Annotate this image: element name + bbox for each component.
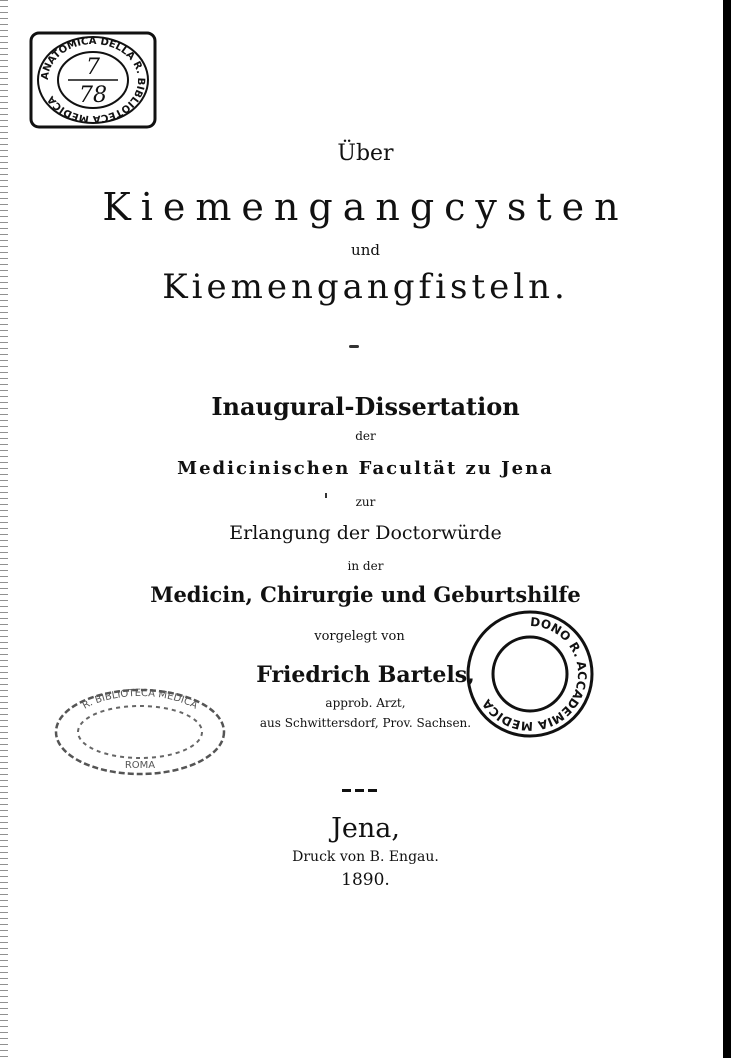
- separator-rule: [342, 789, 378, 792]
- in-der-line: in der: [347, 559, 384, 573]
- oval-stamp: [52, 686, 228, 778]
- der-line: der: [355, 429, 376, 443]
- genre-line: Inaugural-Dissertation: [211, 392, 520, 421]
- presented-by-line: vorgelegt von: [314, 629, 405, 644]
- title-prefix: Über: [337, 141, 394, 166]
- fields-line: Medicin, Chirurgie und Geburtshilfe: [150, 582, 581, 607]
- library-stamp-ring-text: ANATOMICA DELLA R. BIBLIOTECA MEDICA: [39, 35, 147, 125]
- faculty-line: Medicinischen Facultät zu Jena: [177, 458, 554, 479]
- ornament-speck: [349, 345, 359, 348]
- imprint-city: Jena,: [331, 813, 400, 844]
- author-name: Friedrich Bartels,: [256, 662, 475, 688]
- library-stamp-shelf-top: 7: [86, 55, 100, 80]
- svg-text:R. BIBLIOTECA MEDICA: [81, 688, 200, 712]
- oval-stamp-top-text: R. BIBLIOTECA MEDICA: [80, 687, 200, 712]
- donor-stamp-ring-text: DONO R. ACCADEMIA MEDICA: [479, 614, 590, 734]
- purpose-line: Erlangung der Doctorwürde: [229, 522, 502, 544]
- title-second: Kiemengangfisteln.: [162, 267, 569, 307]
- zur-line: zur: [355, 495, 376, 509]
- title-conjunction: und: [351, 241, 380, 259]
- imprint-year: 1890.: [341, 870, 390, 890]
- author-title: approb. Arzt,: [325, 696, 406, 710]
- svg-text:DONO R. ACCADEMIA MEDICA: [479, 615, 589, 733]
- title-main: Kiemengangcysten: [102, 185, 629, 229]
- library-stamp-shelf-bottom: 78: [79, 83, 107, 108]
- donor-stamp: [464, 608, 596, 740]
- imprint-printer: Druck von B. Engau.: [292, 849, 439, 865]
- author-origin: aus Schwittersdorf, Prov. Sachsen.: [259, 716, 472, 730]
- library-stamp: [28, 30, 158, 130]
- oval-stamp-bottom-text: ROMA: [124, 760, 156, 771]
